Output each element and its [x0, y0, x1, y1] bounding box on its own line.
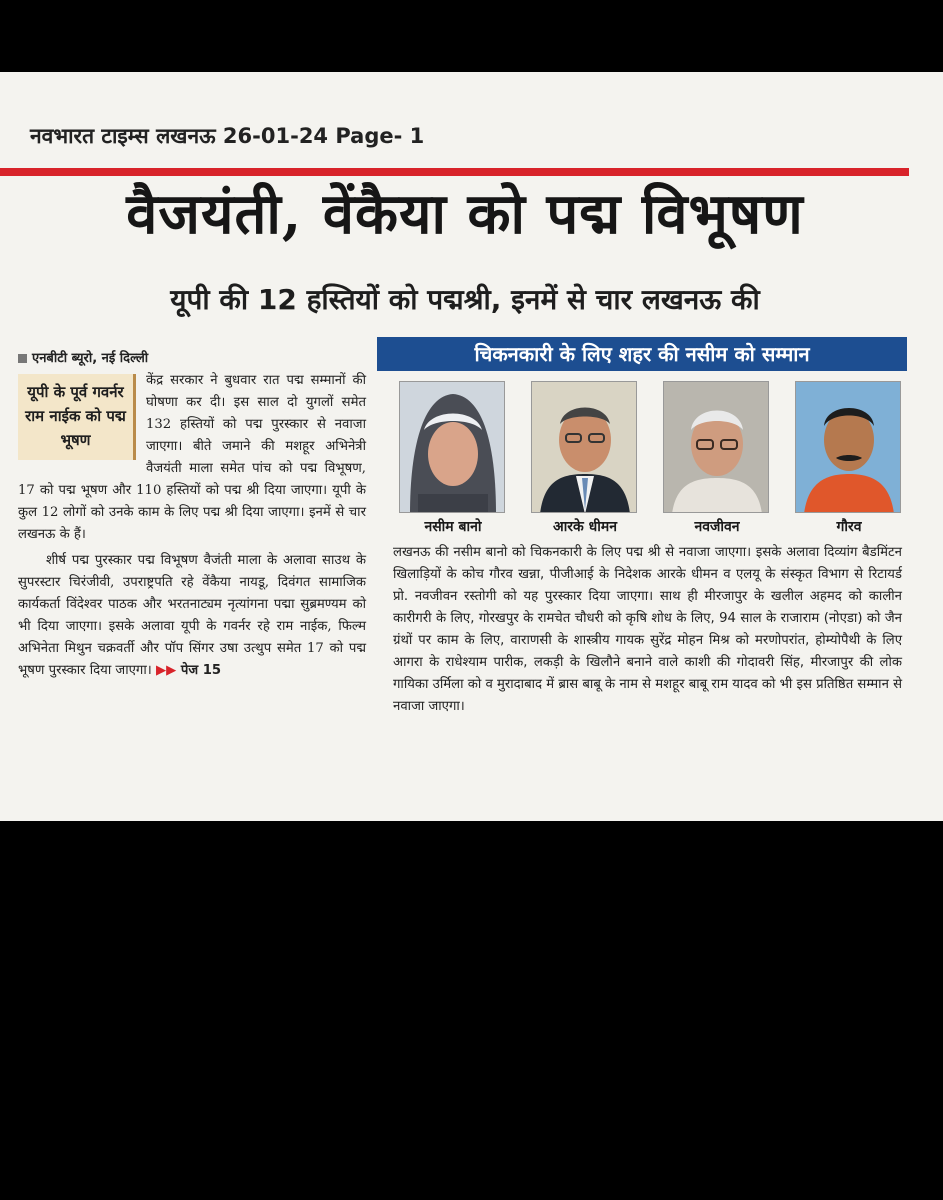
- byline-square-icon: [18, 354, 27, 363]
- masthead: नवभारत टाइम्स लखनऊ 26-01-24 Page- 1: [30, 124, 425, 148]
- portrait-rk-dhiman: [531, 381, 637, 513]
- page-jump: [156, 663, 221, 678]
- newspaper-clipping: [0, 72, 943, 821]
- page-jump-arrow-icon: ▶▶: [155, 663, 177, 678]
- portrait-naseem-bano: [399, 381, 505, 513]
- main-story-paragraph-2-text: शीर्ष पद्म पुरस्कार पद्म विभूषण वैजंती माला के अलावा साउथ के सुपरस्टार चिरंजीवी, उपराष्ट्रपति रहे वेंकैया नायडू, दिवंगत सामाजिक कार्यकर्ता विंदेश्वर पाठक और भरतनाट्यम नृत्यांगना पद्मा सुब्रमण्यम को भी दिया जाएगा। इसके अलावा यूपी के गवर्नर रहे राम नाईक, फिल्म अभिनेता मिथुन चक्रवर्ती और पॉप सिंगर उषा उत्थुप समेत 17 को पद्म भूषण पुरस्कार दिया जाएगा।: [18, 553, 366, 678]
- photo-caption: आरके धीमन: [552, 519, 618, 535]
- photo-card: [795, 381, 903, 536]
- photo-caption: गौरव: [836, 519, 862, 535]
- main-story-paragraph-2: [18, 550, 366, 682]
- headline: वैजयंती, वेंकैया को पद्म विभूषण: [126, 181, 804, 247]
- subheadline: यूपी की 12 हस्तियों को पद्मश्री, इनमें से चार लखनऊ की: [170, 283, 760, 316]
- photo-caption: नवजीवन: [694, 519, 740, 535]
- masthead-rule: [0, 168, 909, 176]
- page-jump-label: पेज 15: [180, 663, 222, 678]
- photo-card: [399, 381, 507, 536]
- main-story-paragraph-1: केंद्र सरकार ने बुधवार रात पद्म सम्मानों की घोषणा कर दी। इस साल दो युगलों समेत 132 हस्तियों को पद्म पुरस्कार से नवाजा जाएगा। बीते जमाने की मशहूर अभिनेत्री वैजयंती माला समेत पांच को पद्म विभूषण, 17 को पद्म भूषण और 110 हस्तियों को पद्म श्री दिया जाएगा। यूपी के कुल 12 लोगों को उनके काम के लिए पद्म श्री दिया जाएगा। इनमें से चार लखनऊ के हैं।: [18, 373, 366, 542]
- photo-row: [377, 381, 915, 536]
- pull-quote: यूपी के पूर्व गवर्नर राम नाईक को पद्म भूषण: [18, 374, 136, 460]
- photo-caption: नसीम बानो: [424, 519, 482, 535]
- side-story-body: लखनऊ की नसीम बानो को चिकनकारी के लिए पद्म श्री से नवाजा जाएगा। इसके अलावा दिव्यांग बैडमिंटन खिलाड़ियों के कोच गौरव खन्ना, पीजीआई के निदेशक आरके धीमन व एलयू के संस्कृत विभाग से रिटायर्ड प्रो. नवजीवन रस्तोगी को यह पुरस्कार दिया जाएगा। साथ ही मीरजापुर के खलील अहमद को कालीन कारीगरी के लिए, गोरखपुर के रामचेत चौधरी को कृषि शोध के लिए, 94 साल के राजाराम (नोएडा) को जैन ग्रंथों पर काम के लिए, वाराणसी के शास्त्रीय गायक सुरेंद्र मोहन मिश्र को मरणोपरांत, होम्योपैथी के लिए आगरा के राधेश्याम पारीक, लकड़ी के खिलौने बनाने वाले काशी की गोदावरी सिंह, मीरजापुर की लोक गायिका उर्मिला को व मुरादाबाद में ब्रास बाबू के नाम से मशहूर बाबू राम यादव को भी इस प्रतिष्ठित सम्मान से नवाजा जाएगा।: [393, 545, 902, 714]
- photo-card: [531, 381, 639, 536]
- side-story-banner: चिकनकारी के लिए शहर की नसीम को सम्मान: [377, 337, 907, 371]
- side-story: [377, 337, 915, 718]
- byline-text: एनबीटी ब्यूरो, नई दिल्ली: [32, 351, 149, 366]
- photo-card: [663, 381, 771, 536]
- main-story: [18, 348, 366, 682]
- portrait-navjeevan: [663, 381, 769, 513]
- byline: [18, 348, 366, 370]
- portrait-gaurav: [795, 381, 901, 513]
